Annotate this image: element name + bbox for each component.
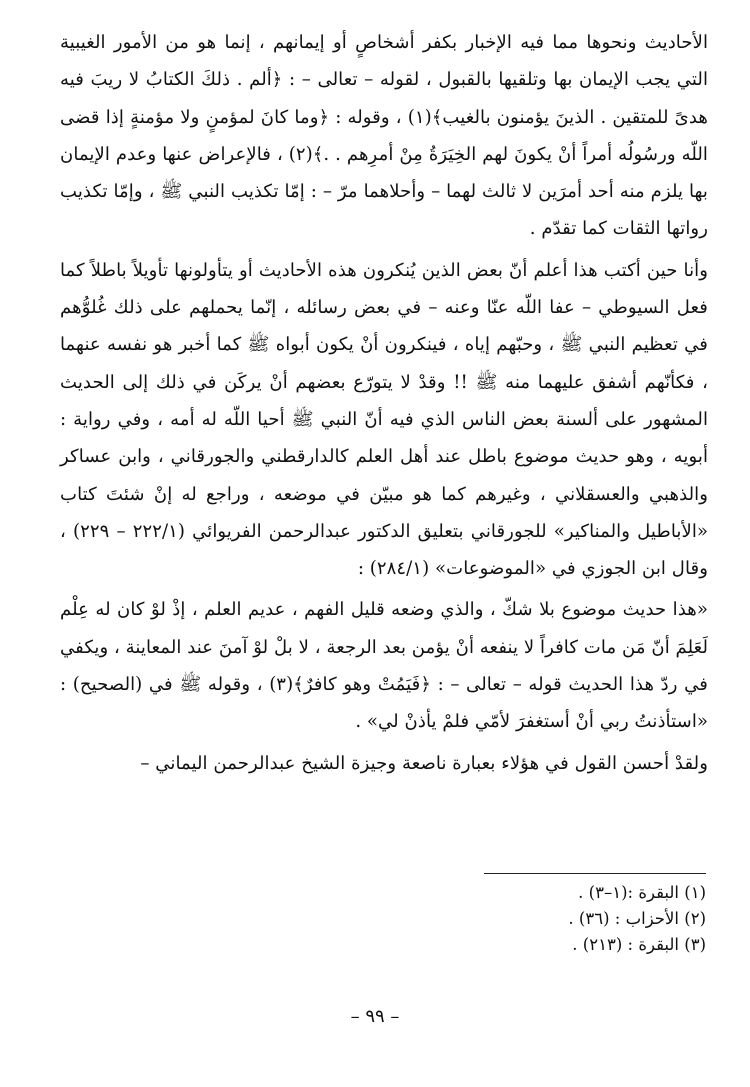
paragraph-3: «هذا حديث موضوع بلا شكّ ، والذي وضعه قليل الفهم ، عديم العلم ، إذْ لوْ كان له عِلْم لَعَلِمَ أنّ مَن مات كافراً لا ينفعه أنْ يؤمن بعد الرجعة ، لا بلْ لوْ آمنَ عند المعاينة ، ويكفي في ردّ هذا الحديث قوله – تعالى – : ﴿فَيَمُتْ وهو كافرٌ﴾(٣) ، وقوله ﷺ في (الصحيح) : «استأذنتُ ربي أنْ أستغفرَ لأمّي فلمْ يأذنْ لي» . (60, 599, 709, 733)
footnote-2: (٢) الأحزاب : (٣٦) . (568, 909, 706, 928)
main-text (60, 24, 708, 782)
footnote-1: (١) البقرة :(١–٣) . (578, 883, 706, 902)
paragraph-4: ولقدْ أحسن القول في هؤلاء بعبارة ناصعة وجيزة الشيخ عبدالرحمن اليماني – (140, 752, 708, 774)
page-number: – ٩٩ – (350, 1006, 400, 1027)
paragraph-2: وأنا حين أكتب هذا أعلم أنّ بعض الذين يُنكرون هذه الأحاديث أو يتأولونها تأويلاً باطلاً كما فعل السيوطي – عفا اللّه عنّا وعنه – في بعض رسائله ، إنّما يحملهم على ذلك غُلوُّهم في تعظيم النبي ﷺ ، وحبّهم إياه ، فينكرون أنْ يكون أبواه ﷺ كما أخبر هو نفسه عنهما ، فكأنّهم أشفق عليهما منه ﷺ !! وقدْ لا يتورّع بعضهم أنْ يركَن في ذلك إلى الحديث المشهور على ألسنة بعض الناس الذي فيه أنّ النبي ﷺ أحيا اللّه له أمه ، وفي رواية : أبويه ، وهو حديث موضوع باطل عند أهل العلم كالدارقطني والجورقاني ، وابن عساكر والذهبي والعسقلاني ، وغيرهم كما هو مبيّن في موضعه ، وراجع له إنْ شئتَ كتاب «الأباطيل والمناكير» للجورقاني بتعليق الدكتور عبدالرحمن الفريوائي (٢٢٢/١ – ٢٢٩) ، وقال ابن الجوزي في «الموضوعات» (٢٨٤/١) : (60, 259, 708, 580)
paragraph-1: الأحاديث ونحوها مما فيه الإخبار بكفر أشخاصٍ أو إيمانهم ، إنما هو من الأمور الغيبية التي يجب الإيمان بها وتلقيها بالقبول ، لقوله – تعالى – : ﴿ألم . ذلكَ الكتابُ لا ريبَ فيه هدىً للمتقين . الذينَ يؤمنون بالغيب﴾(١) ، وقوله : ﴿وما كانَ لمؤمنٍ ولا مؤمنةٍ إذا قضى اللّه ورسُولُه أمراً أنْ يكونَ لهم الخِيَرَةُ مِنْ أمرِهم . .﴾(٢) ، فالإعراض عنها وعدم الإيمان بها يلزم منه أحد أمرَين لا ثالث لهما – وأحلاهما مرّ – : إمّا تكذيب النبي ﷺ ، وإمّا تكذيب رواتها الثقات كما تقدّم . (60, 32, 708, 240)
footnote-divider (484, 873, 706, 874)
footnotes (440, 880, 706, 958)
footnote-3: (٣) البقرة : (٢١٣) . (572, 935, 706, 954)
